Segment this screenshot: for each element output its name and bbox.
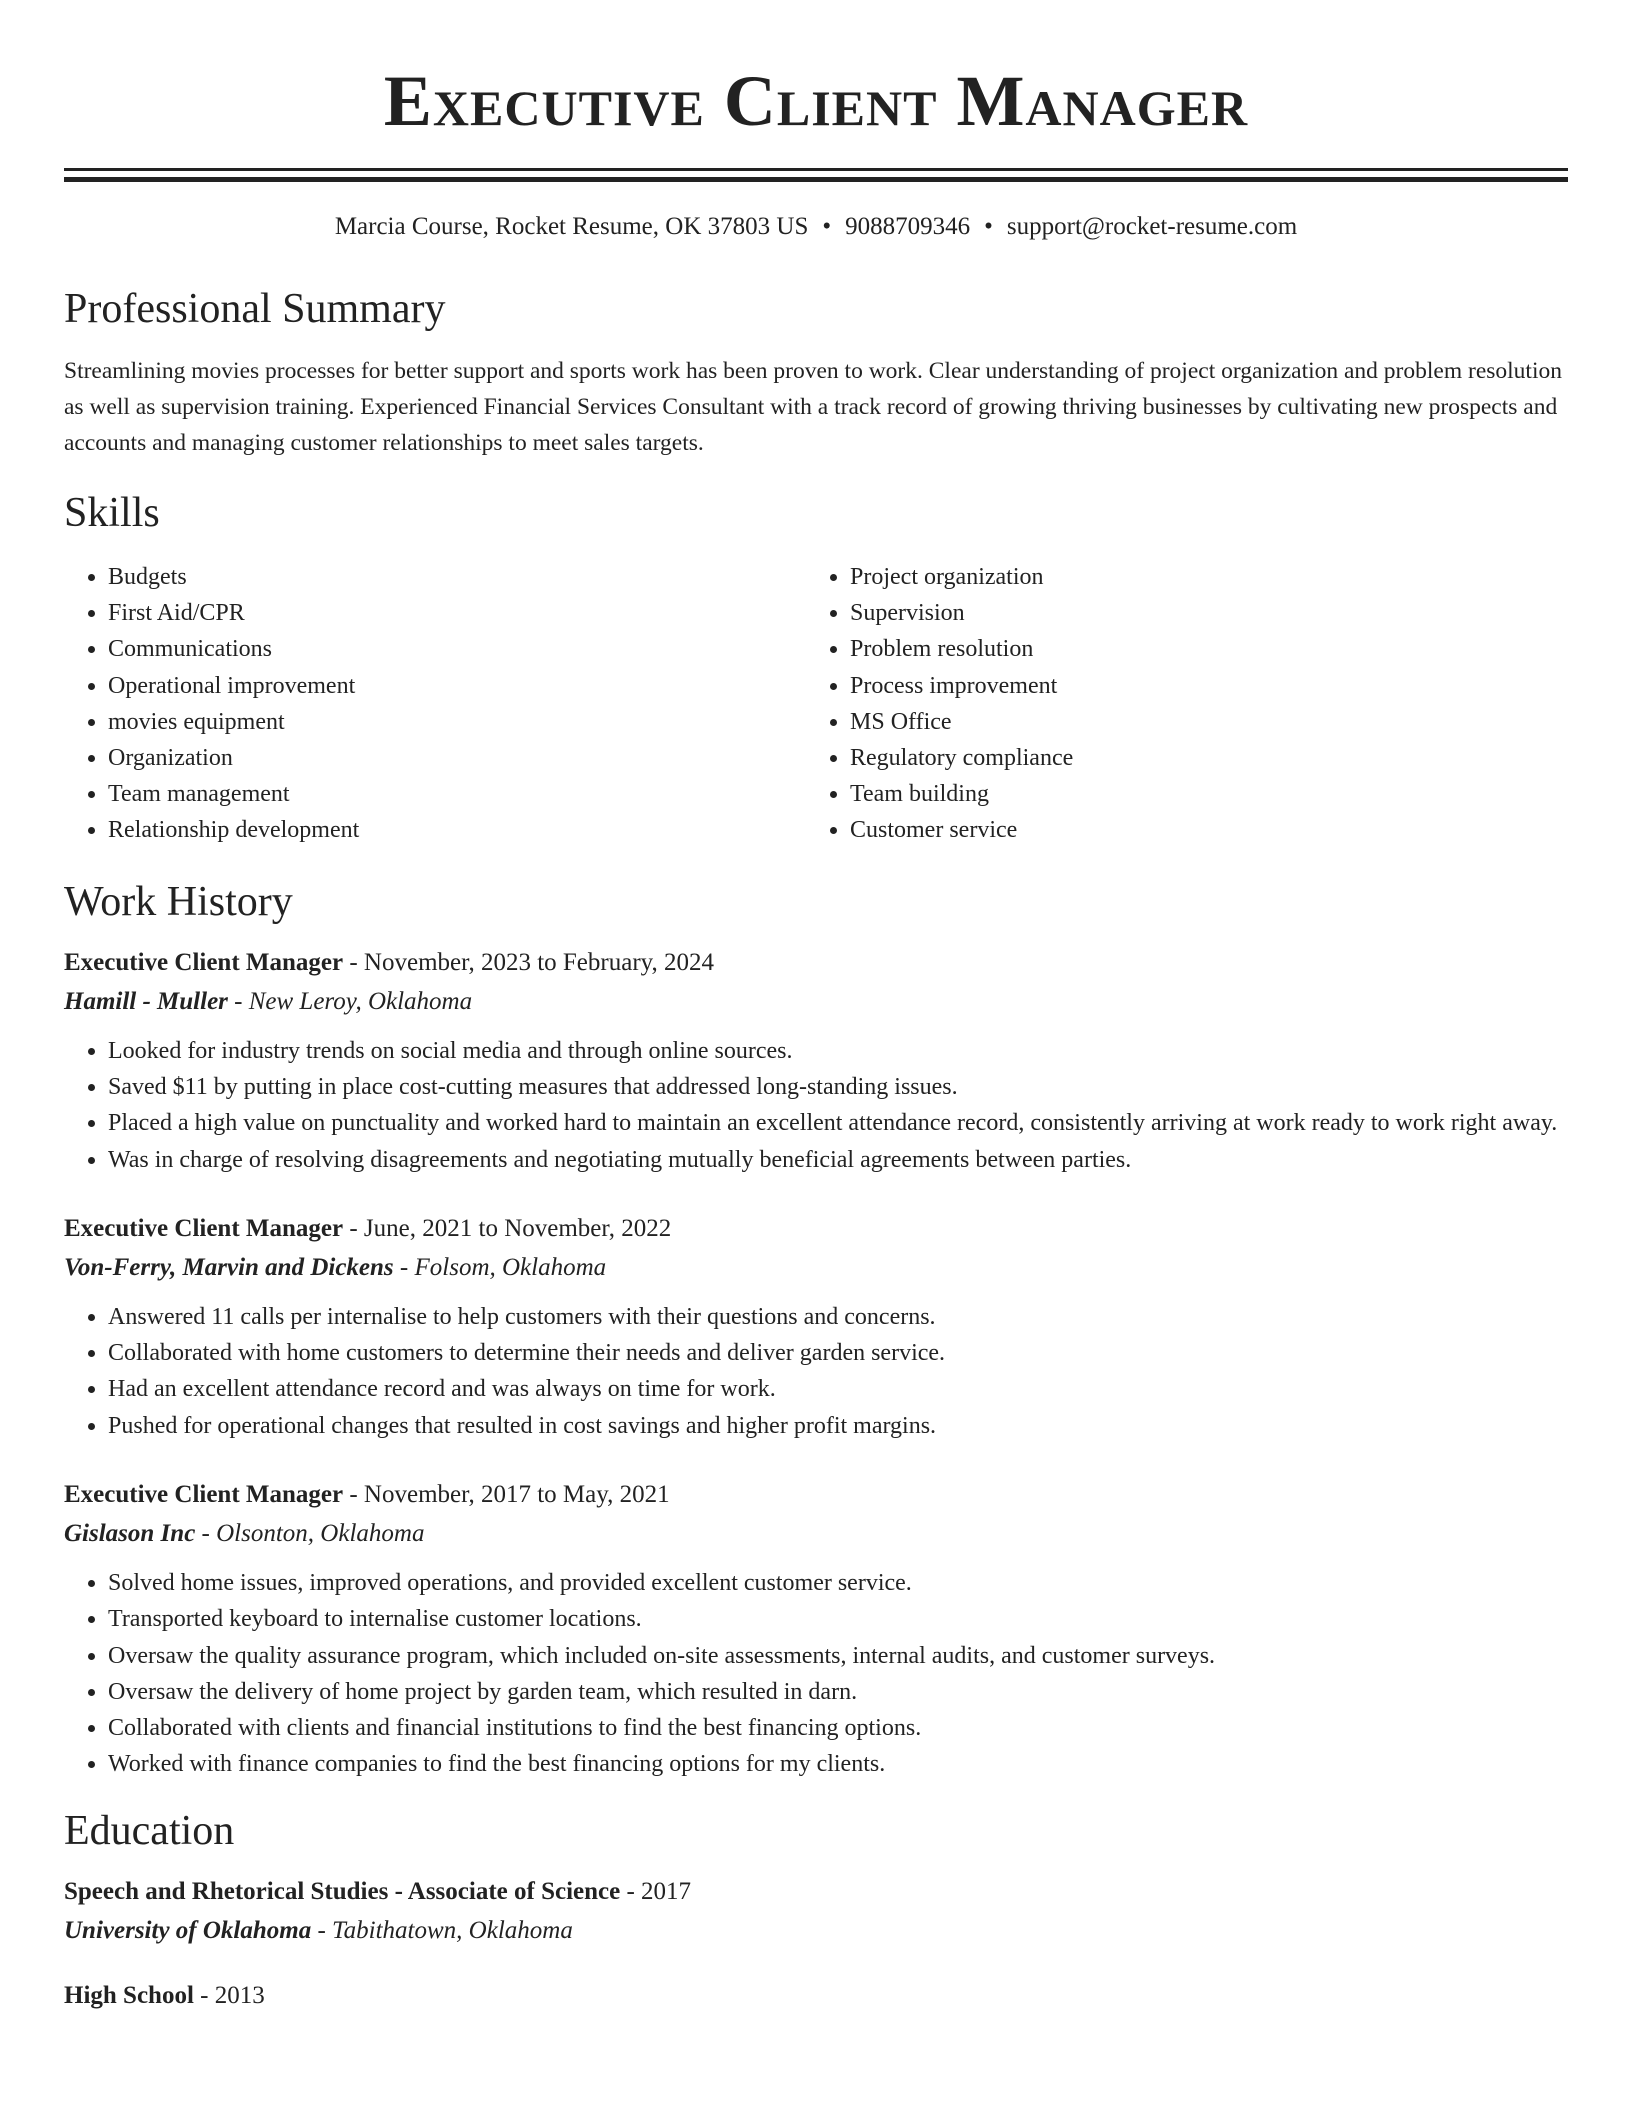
job-bullets xyxy=(64,1299,1568,1444)
job-bullets xyxy=(64,1033,1568,1178)
job-employer xyxy=(64,1248,1568,1287)
job-bullet: • Looked for industry trends on social media and through online sources. xyxy=(108,1033,1568,1069)
job-employer xyxy=(64,982,1568,1021)
skill-item: • Organization xyxy=(108,740,806,776)
job-dates: - November, 2023 to February, 2024 xyxy=(343,948,715,976)
skill-item: • Supervision xyxy=(850,595,1548,631)
contact-email: support@rocket-resume.com xyxy=(1006,213,1298,240)
education-header xyxy=(64,1976,1568,2015)
job-bullet: • Oversaw the quality assurance program, which included on-site assessments, internal audits, and customer surveys. xyxy=(108,1638,1568,1674)
job-employer xyxy=(64,1514,1568,1553)
job-entry xyxy=(64,1475,1568,1783)
job-bullet: • Transported keyboard to internalise customer locations. xyxy=(108,1601,1568,1637)
skill-item: • Team building xyxy=(850,776,1548,812)
education-header xyxy=(64,1872,1568,1911)
job-bullet: • Saved $11 by putting in place cost-cutting measures that addressed long-standing issues. xyxy=(108,1069,1568,1105)
education-location: - Tabithatown, Oklahoma xyxy=(311,1916,573,1944)
contact-address: Marcia Course, Rocket Resume, OK 37803 US xyxy=(334,213,809,240)
summary-text: Streamlining movies processes for better support and sports work has been proven to work. Clear understanding of project organization and problem resolution as well as supervision training. Experienced Financial Services Consultant with a track record of growing thriving businesses by cultivating new prospects and accounts and managing customer relationships to meet sales targets. xyxy=(64,358,1562,456)
education-institution xyxy=(64,1911,1568,1950)
job-bullet: • Collaborated with clients and financial institutions to find the best financing options. xyxy=(108,1710,1568,1746)
job-bullet: • Was in charge of resolving disagreements and negotiating mutually beneficial agreements between parties. xyxy=(108,1142,1568,1178)
job-header xyxy=(64,943,1568,982)
job-company: Von-Ferry, Marvin and Dickens xyxy=(64,1253,394,1281)
resume-title: Executive Client Manager xyxy=(383,61,1249,141)
skill-item: • Communications xyxy=(108,631,806,667)
skill-item: • Budgets xyxy=(108,559,806,595)
education-heading: Education xyxy=(64,1807,235,1854)
job-bullet: • Oversaw the delivery of home project by garden team, which resulted in darn. xyxy=(108,1674,1568,1710)
job-title: Executive Client Manager xyxy=(64,948,344,976)
contact-separator: • xyxy=(822,213,832,240)
education-entry xyxy=(64,1872,1568,1950)
skill-item: • Team management xyxy=(108,776,806,812)
education-year: - 2013 xyxy=(193,1981,265,2009)
job-bullet: • Had an excellent attendance record and was always on time for work. xyxy=(108,1371,1568,1407)
summary-heading: Professional Summary xyxy=(64,286,446,332)
job-location: - Folsom, Oklahoma xyxy=(393,1253,607,1281)
skill-item: • movies equipment xyxy=(108,704,806,740)
job-title: Executive Client Manager xyxy=(64,1481,344,1508)
skill-item: • Operational improvement xyxy=(108,668,806,704)
skill-item: • First Aid/CPR xyxy=(108,595,806,631)
job-dates: - November, 2017 to May, 2021 xyxy=(343,1481,670,1508)
education-degree: High School xyxy=(64,1981,194,2009)
job-company: Hamill - Muller xyxy=(64,987,228,1015)
job-title: Executive Client Manager xyxy=(64,1214,344,1242)
job-bullet: • Worked with finance companies to find the best financing options for my clients. xyxy=(108,1746,1568,1782)
job-entry xyxy=(64,943,1568,1178)
job-entry xyxy=(64,1209,1568,1444)
job-bullet: • Collaborated with home customers to determine their needs and deliver garden service. xyxy=(108,1335,1568,1371)
education-degree: Speech and Rhetorical Studies - Associate of Science xyxy=(64,1877,621,1905)
work-history-heading: Work History xyxy=(64,878,293,925)
job-bullets xyxy=(64,1565,1568,1783)
skills-list-left xyxy=(64,559,806,849)
job-header xyxy=(64,1475,1568,1514)
education-entry xyxy=(64,1976,1568,2015)
job-location: - New Leroy, Oklahoma xyxy=(227,987,473,1015)
contact-separator: • xyxy=(984,213,993,240)
education-year: - 2017 xyxy=(620,1877,692,1905)
contact-line xyxy=(64,212,1568,242)
job-bullet: • Placed a high value on punctuality and worked hard to maintain an excellent attendance record, consistently arriving at work ready to work right away. xyxy=(108,1105,1568,1141)
skill-item: • Problem resolution xyxy=(850,631,1548,667)
skill-item: • Project organization xyxy=(850,559,1548,595)
title-divider-thin xyxy=(64,177,1568,182)
job-header xyxy=(64,1209,1568,1248)
job-bullet: • Solved home issues, improved operations, and provided excellent customer service. xyxy=(108,1565,1568,1601)
skills-heading: Skills xyxy=(64,490,160,536)
job-company: Gislason Inc xyxy=(64,1520,196,1547)
skills-list-right xyxy=(806,559,1548,849)
job-dates: - June, 2021 to November, 2022 xyxy=(343,1214,672,1242)
job-bullet: • Answered 11 calls per internalise to help customers with their questions and concerns. xyxy=(108,1299,1568,1335)
job-location: - Olsonton, Oklahoma xyxy=(195,1520,425,1547)
skill-item: • Customer service xyxy=(850,812,1548,848)
skill-item: • Relationship development xyxy=(108,812,806,848)
job-bullet: • Pushed for operational changes that resulted in cost savings and higher profit margins. xyxy=(108,1408,1568,1444)
skill-item: • MS Office xyxy=(850,704,1548,740)
skill-item: • Process improvement xyxy=(850,668,1548,704)
education-school: University of Oklahoma xyxy=(64,1916,312,1944)
contact-phone: 9088709346 xyxy=(845,213,971,240)
skills-columns xyxy=(64,559,1568,849)
skill-item: • Regulatory compliance xyxy=(850,740,1548,776)
